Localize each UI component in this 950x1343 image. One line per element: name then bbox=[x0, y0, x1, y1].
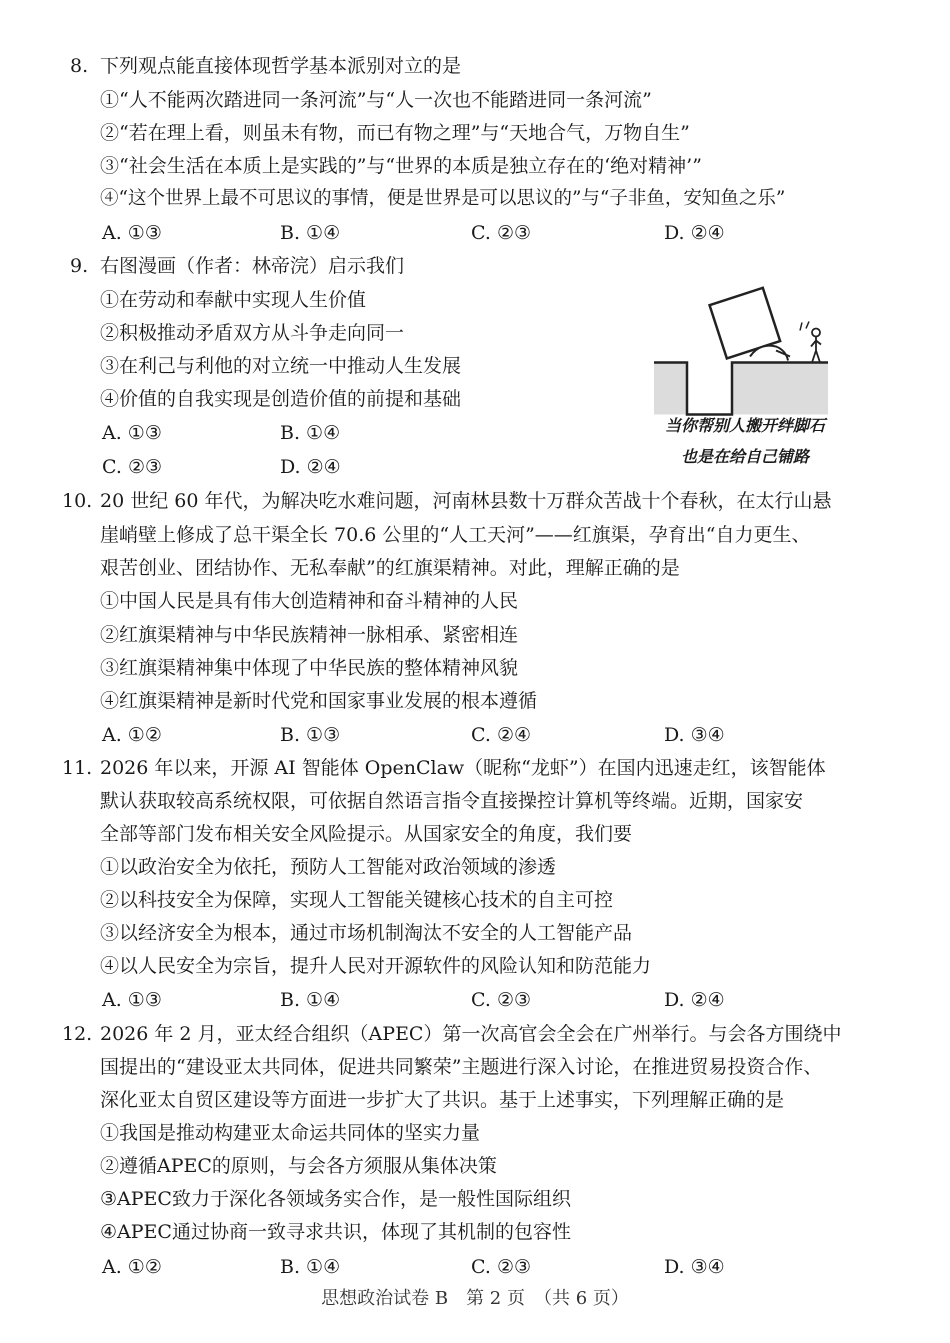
option-c: C. ②③ bbox=[471, 989, 532, 1011]
option-a: A. ①③ bbox=[102, 422, 162, 444]
choice-item: ④“这个世界上最不可思议的事情，便是世界是可以思议的”与“子非鱼，安知鱼之乐” bbox=[100, 188, 786, 209]
option-b: B. ①③ bbox=[280, 724, 341, 746]
choice-item: ①在劳动和奉献中实现人生价值 bbox=[100, 289, 367, 311]
choice-item: ③“社会生活在本质上是实践的”与“世界的本质是独立存在的‘绝对精神’” bbox=[100, 155, 702, 177]
option-c: C. ②④ bbox=[471, 724, 532, 746]
option-a: A. ①③ bbox=[102, 989, 162, 1011]
question-number: 9. bbox=[70, 255, 89, 277]
option-c: C. ②③ bbox=[471, 222, 532, 244]
option-b: B. ①④ bbox=[280, 422, 341, 444]
choice-item: ①“人不能两次踏进同一条河流”与“人一次也不能踏进同一条河流” bbox=[100, 89, 652, 111]
choice-item: ②以科技安全为保障，实现人工智能关键核心技术的自主可控 bbox=[100, 889, 614, 911]
choice-item: ②“若在理上看，则虽未有物，而已有物之理”与“天地合气，万物自生” bbox=[100, 122, 690, 144]
option-d: D. ②④ bbox=[664, 222, 725, 244]
choice-item: ③以经济安全为根本，通过市场机制淘汰不安全的人工智能产品 bbox=[100, 922, 633, 944]
choice-item: ③APEC致力于深化各领域务实合作，是一般性国际组织 bbox=[100, 1188, 571, 1210]
question-number: 8. bbox=[70, 55, 89, 77]
question-stem: 崖峭壁上修成了总干渠全长 70.6 公里的“人工天河”——红旗渠，孕育出“自力更生、 bbox=[100, 524, 811, 546]
option-d: D. ③④ bbox=[664, 1256, 725, 1278]
choice-item: ②遵循APEC的原则，与会各方须服从集体决策 bbox=[100, 1155, 497, 1177]
choice-item: ③在利己与利他的对立统一中推动人生发展 bbox=[100, 355, 462, 377]
question-stem: 国提出的“建设亚太共同体，促进共同繁荣”主题进行深入讨论，在推进贸易投资合作、 bbox=[100, 1056, 823, 1078]
question-number: 11. bbox=[62, 757, 93, 779]
question-stem: 2026 年以来，开源 AI 智能体 OpenClaw（昵称“龙虾”）在国内迅速走红，该智能体 bbox=[100, 757, 826, 779]
option-d: D. ③④ bbox=[664, 724, 725, 746]
option-b: B. ①④ bbox=[280, 1256, 341, 1278]
question-stem: 艰苦创业、团结协作、无私奉献”的红旗渠精神。对此，理解正确的是 bbox=[100, 557, 680, 579]
option-c: C. ②③ bbox=[471, 1256, 532, 1278]
choice-item: ④红旗渠精神是新时代党和国家事业发展的根本遵循 bbox=[100, 690, 538, 712]
question-stem: 默认获取较高系统权限，可依据自然语言指令直接操控计算机等终端。近期，国家安 bbox=[100, 790, 804, 812]
choice-item: ②红旗渠精神与中华民族精神一脉相承、紧密相连 bbox=[100, 624, 519, 646]
question-stem: 2026 年 2 月，亚太经合组织（APEC）第一次高官会全会在广州举行。与会各方围绕中 bbox=[100, 1023, 842, 1045]
option-a: A. ①② bbox=[102, 1256, 162, 1278]
option-a: A. ①② bbox=[102, 724, 162, 746]
option-d: D. ②④ bbox=[664, 989, 725, 1011]
question-stem: 全部等部门发布相关安全风险提示。从国家安全的角度，我们要 bbox=[100, 823, 633, 845]
page-footer: 思想政治试卷 B 第 2 页 （共 6 页） bbox=[321, 1288, 629, 1309]
choice-item: ④APEC通过协商一致寻求共识，体现了其机制的包容性 bbox=[100, 1221, 571, 1243]
question-stem: 20 世纪 60 年代，为解决吃水难问题，河南林县数十万群众苦战十个春秋，在太行山悬 bbox=[100, 490, 832, 512]
choice-item: ①以政治安全为依托，预防人工智能对政治领域的渗透 bbox=[100, 856, 557, 878]
question-stem: 右图漫画（作者：林帝浣）启示我们 bbox=[100, 255, 405, 277]
question-number: 12. bbox=[62, 1023, 93, 1045]
option-b: B. ①④ bbox=[280, 222, 341, 244]
option-a: A. ①③ bbox=[102, 222, 162, 244]
choice-item: ④以人民安全为宗旨，提升人民对开源软件的风险认知和防范能力 bbox=[100, 955, 652, 977]
cartoon-caption-line1: 当你帮别人搬开绊脚石 bbox=[664, 416, 825, 435]
choice-item: ②积极推动矛盾双方从斗争走向同一 bbox=[100, 322, 405, 344]
question-number: 10. bbox=[62, 490, 93, 512]
cartoon-caption-line2: 也是在给自己铺路 bbox=[680, 447, 809, 466]
choice-item: ③红旗渠精神集中体现了中华民族的整体精神风貌 bbox=[100, 657, 519, 679]
choice-item: ①我国是推动构建亚太命运共同体的坚实力量 bbox=[100, 1122, 481, 1144]
option-d: D. ②④ bbox=[280, 456, 341, 478]
choice-item: ①中国人民是具有伟大创造精神和奋斗精神的人民 bbox=[100, 590, 519, 612]
option-b: B. ①④ bbox=[280, 989, 341, 1011]
question-stem: 深化亚太自贸区建设等方面进一步扩大了共识。基于上述事实，下列理解正确的是 bbox=[100, 1089, 785, 1111]
option-c: C. ②③ bbox=[102, 456, 163, 478]
choice-item: ④价值的自我实现是创造价值的前提和基础 bbox=[100, 388, 462, 410]
question-stem: 下列观点能直接体现哲学基本派别对立的是 bbox=[100, 55, 462, 77]
